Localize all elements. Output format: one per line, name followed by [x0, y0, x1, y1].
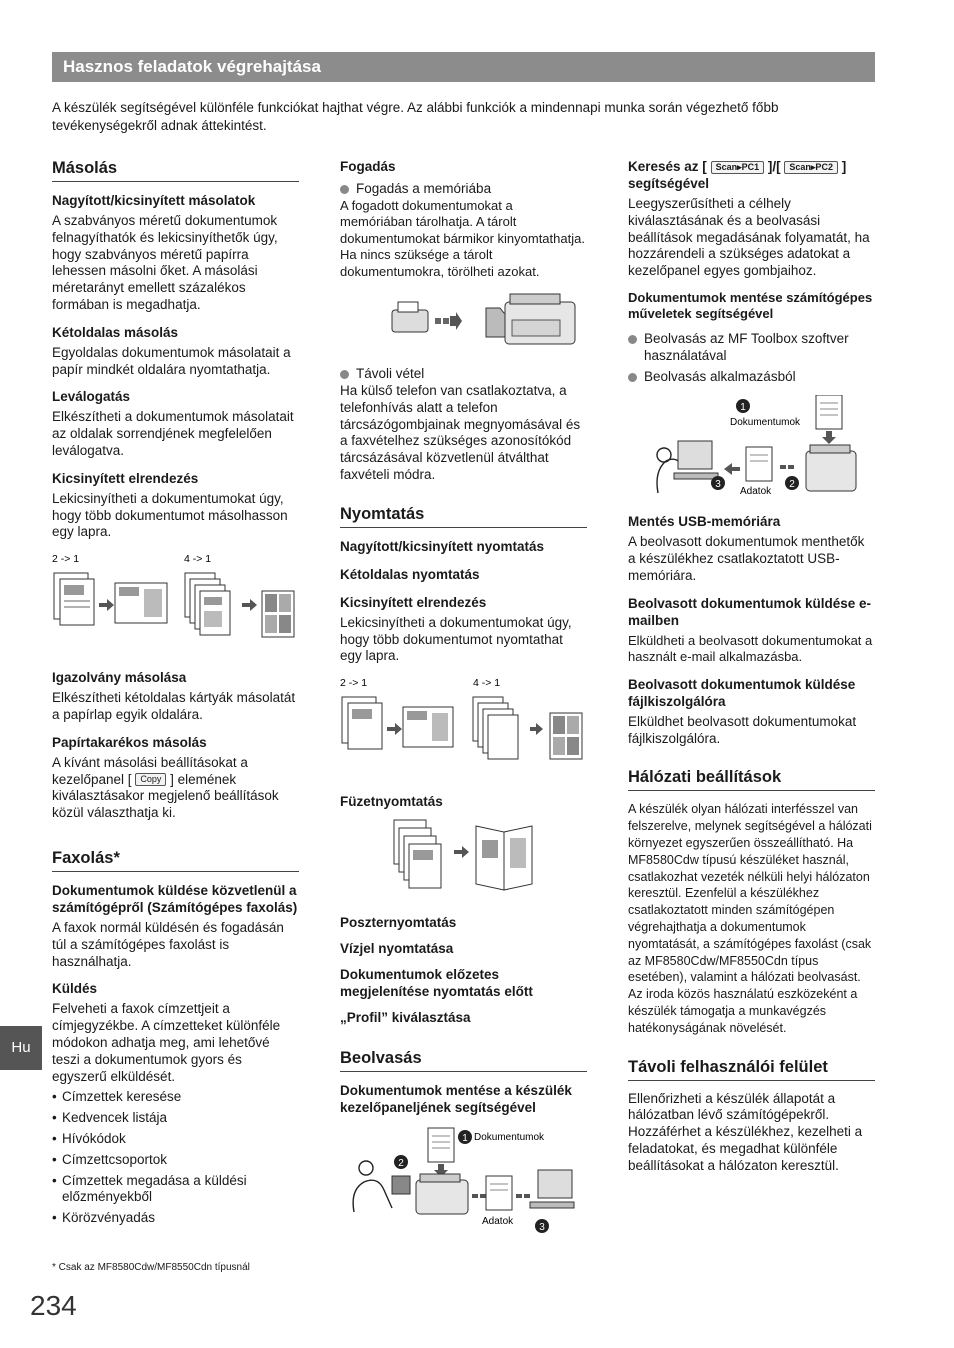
banner-title: Hasznos feladatok végrehajtása	[63, 57, 321, 76]
list-item: • Címzettcsoportok	[52, 1152, 299, 1169]
paragraph: A beolvasott dokumentumok menthetők a készülékhez csatlakoztatott USB-memóriára.	[628, 534, 865, 583]
fig-label-2to1: 2 -> 1	[340, 677, 368, 690]
step-1-marker: 1	[740, 402, 746, 414]
page-number: 234	[30, 1290, 77, 1321]
bullet-item: Beolvasás az MF Toolbox szoftver használatával	[628, 331, 875, 365]
scan-pc1-key-icon: Scan▸PC1	[711, 161, 765, 174]
column-3	[628, 158, 875, 1185]
list-item: • Címzettek megadása a küldési előzményekből	[52, 1173, 299, 1207]
paragraph: A fogadott dokumentumokat a memóriában tárolhatja. A tárolt dokumentumokat bármikor kinyomtathatja. Ha nincs szüksége a tárolt dokumentumokra, törölheti azokat.	[340, 197, 585, 279]
reduced-layout-figure	[52, 551, 299, 659]
list-item: • Kedvencek listája	[52, 1110, 299, 1127]
scan-computer-figure	[628, 395, 875, 503]
heading-tavoli: Távoli felhasználói felület	[628, 1057, 875, 1081]
footnote: * Csak az MF8580Cdw/MF8550Cdn típusnál	[52, 1262, 250, 1273]
intro-text: A készülék segítségével különféle funkciókat hajthat végre. Az alábbi funkciók a mindennapi munka során végezhető főbb tevékenységekről adnak áttekintést.	[52, 100, 779, 133]
booklet-figure	[340, 816, 587, 904]
paragraph: A szabványos méretű dokumentumok felnagyíthatók és lekicsinyíthetők úgy, hogy szabványos méretű papírra lehessen másolni őket. A másolási méretarányt emellett százalékos formában is megadhatja.	[52, 213, 278, 312]
heading-faxolas: Faxolás*	[52, 848, 299, 872]
language-tab: Hu	[0, 1026, 42, 1070]
subheading: Vízjel nyomtatása	[340, 941, 454, 957]
heading-halozati: Hálózati beállítások	[628, 767, 875, 791]
paragraph: A faxok normál küldésén és fogadásán túl a számítógépes faxolást is használhatja.	[52, 919, 284, 969]
text-part: ] elemének kiválasztásakor megjelenő beállítások közül választhatja ki.	[52, 771, 279, 821]
fax-send-list	[52, 1089, 299, 1227]
list-item: • Hívókódok	[52, 1131, 299, 1148]
label-dokumentumok: Dokumentumok	[474, 1132, 545, 1144]
layout-illustration	[52, 551, 299, 659]
subheading: Poszternyomtatás	[340, 915, 457, 931]
text-part: A kívánt másolási beállításokat a kezelőpanel [	[52, 754, 248, 787]
bullet-item: Fogadás a memóriába	[340, 181, 587, 198]
subheading: Kicsinyített elrendezés	[340, 594, 487, 610]
step-3-marker: 3	[539, 1222, 545, 1234]
subheading: Dokumentumok mentése számítógépes műveletek segítségével	[628, 289, 873, 322]
paragraph: Felveheti a faxok címzettjeit a címjegyzékbe. A címzetteket különféle módokon adhatja meg, ami lehetővé teszi a dokumentumok gyors és egyszerű elküldését.	[52, 1001, 281, 1084]
subheading: Igazolvány másolása	[52, 670, 187, 686]
subheading: Dokumentumok előzetes megjelenítése nyomtatás előtt	[340, 967, 533, 1000]
text-part: ]/[	[767, 159, 781, 174]
step-1-marker: 1	[462, 1133, 468, 1145]
scan-computer-illustration	[628, 395, 875, 503]
fax-memory-figure	[340, 290, 587, 356]
paragraph: Elküldhet beolvasott dokumentumokat fájlkiszolgálóra.	[628, 713, 857, 746]
step-2-marker: 2	[398, 1158, 404, 1170]
bullet-item: Távoli vétel	[340, 366, 587, 383]
list-item: • Címzettek keresése	[52, 1089, 299, 1106]
subheading-fogadas: Fogadás	[340, 159, 396, 174]
fig-label-4to1: 4 -> 1	[473, 677, 501, 690]
subheading: Nagyított/kicsinyített nyomtatás	[340, 538, 545, 554]
paragraph: Ha külső telefon van csatlakoztatva, a telefonhívás alatt a telefon tárcsázógombjainak megnyomásával és a faxvételhez szükséges azonosítókód tárcsázásával közvetlenül átválthat faxvételi módra.	[340, 383, 581, 483]
subheading: „Profil” kiválasztása	[340, 1010, 471, 1026]
paragraph: Elkészítheti a dokumentumok másolatait az oldalak sorrendjének megfelelően leválogatva.	[52, 409, 294, 458]
print-layout-figure	[340, 675, 587, 783]
paragraph: Ellenőrizheti a készülék állapotát a hálózatban lévő számítógépekről. Hozzáférhet a készülékhez, kezelheti a feladatokat, és megadhat különféle beállításokat a hálózaton keresztül.	[628, 1090, 863, 1173]
scan-pc2-key-icon: Scan▸PC2	[784, 161, 838, 174]
copy-key-icon: Copy	[135, 773, 166, 786]
label-dokumentumok: Dokumentumok	[730, 417, 801, 429]
subheading: Füzetnyomtatás	[340, 794, 443, 810]
paragraph: A készülék olyan hálózati interfésszel van felszerelve, melynek segítségével a hálózati környezet egyszerűen összeállítható. Ha MF8580Cdw típusú készüléket használ, csatlakozhat vezeték nélküli helyi hálózaton keresztül. Ezenfelül a készülékhez csatlakoztatott minden számítógépen végrehajthatja a dokumentumok nyomtatását, a számítógépes faxolást (csak az MF8580Cdw/MF8550Cdn típus esetében), valamint a hálózati beolvasást. Az iroda közös használatú eszközeként a készülék támogatja a munkavégzés hatékonyságának növelését.	[628, 802, 872, 1035]
column-2	[340, 158, 587, 1250]
text-part: Keresés az [	[628, 159, 707, 174]
section-banner	[52, 52, 875, 82]
subheading: Mentés USB-memóriára	[628, 514, 781, 530]
fax-memory-illustration	[340, 290, 587, 356]
print-layout-illustration	[340, 675, 587, 783]
step-3-marker: 3	[715, 479, 721, 491]
bullet	[340, 366, 587, 383]
subheading	[628, 158, 875, 192]
fig-label-2to1: 2 -> 1	[52, 553, 80, 566]
heading-beolvasas: Beolvasás	[340, 1048, 587, 1072]
subheading: Nagyított/kicsinyített másolatok	[52, 193, 256, 208]
paragraph: Lekicsinyítheti a dokumentumokat úgy, hogy több dokumentumot nyomtathat egy lapra.	[340, 614, 572, 664]
bullet	[340, 181, 587, 198]
subheading: Kétoldalas másolás	[52, 324, 179, 340]
subheading: Kétoldalas nyomtatás	[340, 566, 480, 582]
paragraph: Leegyszerűsítheti a célhely kiválasztásának és a beolvasási beállítások megadásának folyamatát, ha hozzárendeli a szükséges adatokat a kezelőpanel egyes gombjaihoz.	[628, 196, 870, 279]
fig-label-4to1: 4 -> 1	[184, 553, 212, 566]
subheading: Dokumentumok mentése a készülék kezelőpaneljének segítségével	[340, 1083, 572, 1116]
subheading: Papírtakarékos másolás	[52, 734, 207, 750]
list-item: • Körözvényadás	[52, 1210, 299, 1227]
subheading: Küldés	[52, 981, 98, 997]
scan-panel-illustration	[340, 1122, 587, 1240]
subheading: Dokumentumok küldése közvetlenül a számítógépről (Számítógépes faxolás)	[52, 882, 298, 915]
label-adatok: Adatok	[482, 1216, 514, 1228]
booklet-illustration	[340, 816, 587, 904]
subheading: Kicsinyített elrendezés	[52, 470, 199, 486]
heading-masolas: Másolás	[52, 158, 299, 182]
heading-nyomtatas: Nyomtatás	[340, 504, 587, 528]
label-adatok: Adatok	[740, 486, 772, 498]
scan-panel-figure	[340, 1122, 587, 1240]
bullet-item: Beolvasás alkalmazásból	[628, 369, 875, 386]
subheading: Leválogatás	[52, 389, 131, 405]
step-2-marker: 2	[789, 479, 795, 491]
paragraph: Elküldheti a beolvasott dokumentumokat a használt e-mail alkalmazásba.	[628, 632, 873, 665]
text-part: ] segítségével	[628, 159, 847, 191]
paragraph: Elkészítheti kétoldalas kártyák másolatát a papírlap egyik oldalára.	[52, 690, 296, 722]
subheading: Beolvasott dokumentumok küldése fájlkiszolgálóra	[628, 676, 856, 709]
subheading: Beolvasott dokumentumok küldése e-mailben	[628, 595, 872, 628]
paragraph	[52, 755, 299, 822]
bullet-list	[628, 331, 875, 385]
paragraph: Lekicsinyítheti a dokumentumokat úgy, hogy több dokumentumot másolhasson egy lapra.	[52, 490, 288, 540]
column-1	[52, 158, 299, 1237]
paragraph: Egyoldalas dokumentumok másolatait a papír mindkét oldalára nyomtathatja.	[52, 344, 291, 377]
